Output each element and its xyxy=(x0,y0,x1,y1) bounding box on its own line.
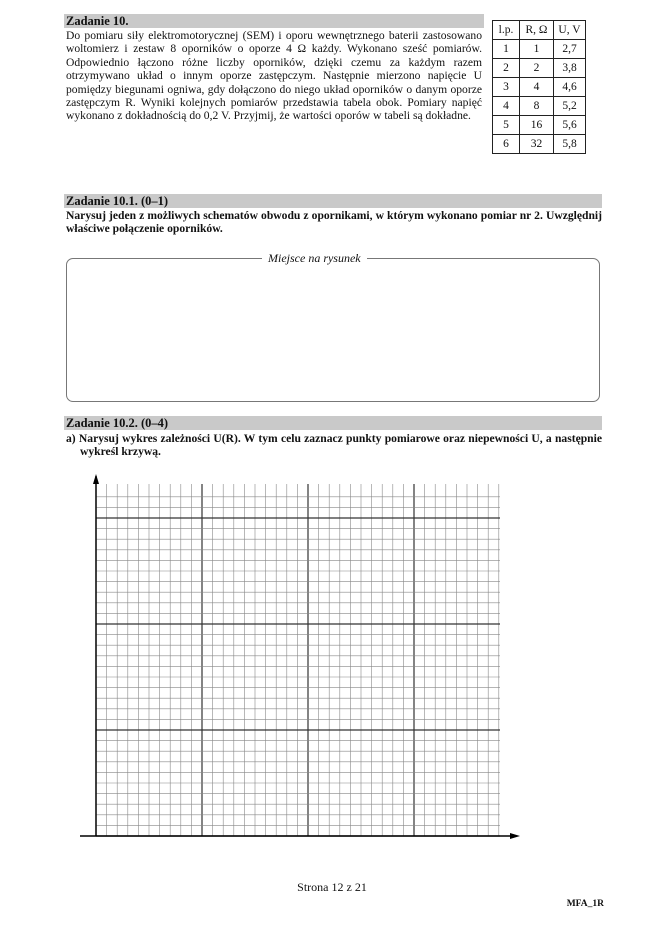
table-cell-u: 4,6 xyxy=(554,78,586,97)
table-cell-lp: 2 xyxy=(493,59,520,78)
table-cell-lp: 5 xyxy=(493,116,520,135)
table-cell-lp: 3 xyxy=(493,78,520,97)
table-cell-r: 16 xyxy=(520,116,554,135)
drawing-area-label: Miejsce na rysunek xyxy=(262,251,367,265)
table-cell-r: 1 xyxy=(520,40,554,59)
table-row xyxy=(493,78,586,97)
table-header-r: R, Ω xyxy=(520,21,554,40)
table-cell-u: 5,8 xyxy=(554,135,586,154)
task10-1-header: Zadanie 10.1. (0–1) xyxy=(64,194,602,208)
y-axis-arrow-icon xyxy=(93,474,99,484)
table-cell-r: 8 xyxy=(520,97,554,116)
table-cell-r: 32 xyxy=(520,135,554,154)
table-row xyxy=(493,97,586,116)
table-cell-u: 5,2 xyxy=(554,97,586,116)
task10-1-instruction: Narysuj jeden z możliwych schematów obwodu z opornikami, w którym wykonano pomiar nr 2. Uwzględnij właściwe połączenie oporników. xyxy=(66,209,602,236)
table-row xyxy=(493,116,586,135)
graph-grid[interactable] xyxy=(80,474,520,856)
table-row xyxy=(493,59,586,78)
table-row xyxy=(493,135,586,154)
table-cell-u: 3,8 xyxy=(554,59,586,78)
table-cell-u: 5,6 xyxy=(554,116,586,135)
x-axis-arrow-icon xyxy=(510,833,520,839)
table-header-u: U, V xyxy=(554,21,586,40)
table-cell-lp: 1 xyxy=(493,40,520,59)
table-cell-lp: 4 xyxy=(493,97,520,116)
task10-header: Zadanie 10. xyxy=(64,14,484,28)
exam-code: MFA_1R xyxy=(566,899,604,909)
table-cell-u: 2,7 xyxy=(554,40,586,59)
table-row xyxy=(493,40,586,59)
page-number: Strona 12 z 21 xyxy=(297,880,367,894)
table-header-lp: l.p. xyxy=(493,21,520,40)
drawing-area[interactable] xyxy=(66,258,600,402)
task10-2-instruction: a) Narysuj wykres zależności U(R). W tym celu zaznacz punkty pomiarowe oraz niepewności U, a następnie wykreśl krzywą. xyxy=(66,432,602,459)
table-cell-r: 4 xyxy=(520,78,554,97)
task10-body: Do pomiaru siły elektromotorycznej (SEM) i oporu wewnętrznego baterii zastosowano woltomierz i zestaw 8 oporników o oporze 4 Ω każdy. Wykonano sześć pomiarów. Odpowiednio łączono różne liczby oporników, dzięki czemu za każdym razem otrzymywano układ o innym oporze zastępczym. Następnie mierzono napięcie U pomiędzy biegunami ogniwa, gdy dołączono do niego układ oporników o danym oporze zastępczym R. Wyniki kolejnych pomiarów przedstawia tabela obok. Pomiary napięć wykonano z dokładnością do 0,2 V. Przyjmij, że wartości oporów w tabeli są dokładne. xyxy=(66,29,482,123)
table-cell-lp: 6 xyxy=(493,135,520,154)
table-cell-r: 2 xyxy=(520,59,554,78)
measurement-table xyxy=(492,20,586,154)
task10-2-header: Zadanie 10.2. (0–4) xyxy=(64,416,602,430)
